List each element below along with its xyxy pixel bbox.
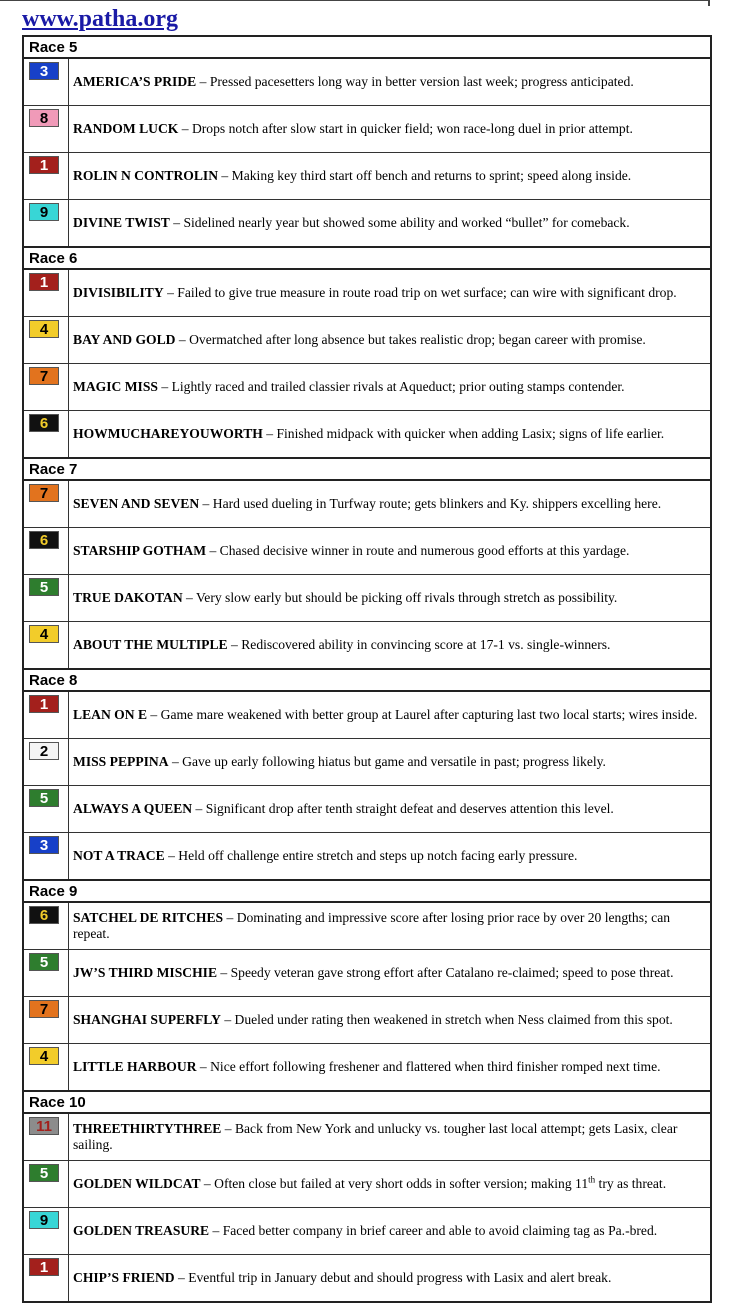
horse-name: GOLDEN WILDCAT: [73, 1176, 201, 1191]
entry-comment-cell: [69, 317, 712, 364]
entry-row: [23, 575, 711, 622]
horse-name: SHANGHAI SUPERFLY: [73, 1012, 221, 1027]
race-title: Race 6: [23, 247, 711, 269]
entry-row: [23, 364, 711, 411]
handicapper-comment: – Sidelined nearly year but showed some ability and worked “bullet” for comeback.: [169, 215, 630, 230]
horse-name: GOLDEN TREASURE: [73, 1223, 210, 1238]
entry-row: [23, 950, 711, 997]
handicapper-comment: – Pressed pacesetters long way in better version last week; progress anticipated.: [196, 74, 634, 89]
post-position-cell: [23, 528, 69, 575]
post-position-badge: 2: [29, 742, 59, 760]
post-position-cell: [23, 480, 69, 528]
handicapper-comment: – Faced better company in brief career and able to avoid claiming tag as Pa.-bred.: [209, 1223, 658, 1238]
handicapper-comment: – Rediscovered ability in convincing score at 17-1 vs. single-winners.: [227, 637, 611, 652]
handicapper-comment: – Very slow early but should be picking off rivals through stretch as possibility.: [182, 590, 618, 605]
entry-comment-cell: [69, 833, 712, 881]
handicapper-comment-continued: try as threat.: [595, 1176, 667, 1191]
horse-name: DIVISIBILITY: [73, 285, 164, 300]
handicapper-comment: – Held off challenge entire stretch and steps up notch facing early pressure.: [164, 848, 578, 863]
entry-row: [23, 106, 711, 153]
entry-comment-cell: [69, 902, 712, 950]
horse-name: TRUE DAKOTAN: [73, 590, 183, 605]
post-position-badge: 11: [29, 1117, 59, 1135]
entry-comment-cell: [69, 480, 712, 528]
entry-row: [23, 1161, 711, 1208]
handicapper-comment: – Chased decisive winner in route and numerous good efforts at this yardage.: [206, 543, 630, 558]
post-position-cell: [23, 833, 69, 881]
entry-comment-cell: [69, 364, 712, 411]
post-position-cell: [23, 1208, 69, 1255]
entry-row: [23, 528, 711, 575]
entry-comment-cell: [69, 528, 712, 575]
post-position-cell: [23, 58, 69, 106]
post-position-badge: 4: [29, 625, 59, 643]
entry-row: [23, 269, 711, 317]
post-position-badge: 3: [29, 836, 59, 854]
race-title: Race 7: [23, 458, 711, 480]
handicapper-comment: – Eventful trip in January debut and should progress with Lasix and alert break.: [174, 1270, 612, 1285]
race-title: Race 9: [23, 880, 711, 902]
horse-name: LITTLE HARBOUR: [73, 1059, 197, 1074]
post-position-badge: 1: [29, 1258, 59, 1276]
handicapper-comment: – Nice effort following freshener and flattered when third finisher romped next time.: [196, 1059, 661, 1074]
post-position-cell: [23, 1044, 69, 1092]
post-position-cell: [23, 575, 69, 622]
horse-name: MISS PEPPINA: [73, 754, 169, 769]
race-header-row: [23, 458, 711, 480]
post-position-cell: [23, 106, 69, 153]
handicapper-comment: – Drops notch after slow start in quicker field; won race-long duel in prior attempt.: [178, 121, 633, 136]
site-link[interactable]: www.patha.org: [22, 6, 179, 32]
entry-comment-cell: [69, 1208, 712, 1255]
horse-name: LEAN ON E: [73, 707, 148, 722]
entry-comment-cell: [69, 1044, 712, 1092]
selections-table: [22, 35, 712, 1303]
entry-row: [23, 902, 711, 950]
horse-name: CHIP’S FRIEND: [73, 1270, 175, 1285]
race-header-row: [23, 669, 711, 691]
entry-row: [23, 317, 711, 364]
entry-comment-cell: [69, 58, 712, 106]
post-position-badge: 9: [29, 203, 59, 221]
handicapper-comment: – Speedy veteran gave strong effort after Catalano re-claimed; speed to pose threat.: [217, 965, 674, 980]
post-position-badge: 7: [29, 484, 59, 502]
handicapper-comment: – Hard used dueling in Turfway route; gets blinkers and Ky. shippers excelling here.: [199, 496, 662, 511]
horse-name: DIVINE TWIST: [73, 215, 170, 230]
entry-comment-cell: [69, 1255, 712, 1303]
handicapper-comment: – Dominating and impressive score after losing prior race by over 20 lengths; can repeat.: [73, 910, 671, 941]
handicapper-comment: – Dueled under rating then weakened in stretch when Ness claimed from this spot.: [220, 1012, 673, 1027]
entry-row: [23, 153, 711, 200]
horse-name: RANDOM LUCK: [73, 121, 179, 136]
entry-comment-cell: [69, 950, 712, 997]
handicapper-comment: – Making key third start off bench and returns to sprint; speed along inside.: [218, 168, 632, 183]
ordinal-suffix: th: [588, 1174, 596, 1185]
horse-name: ROLIN N CONTROLIN: [73, 168, 219, 183]
post-position-cell: [23, 1161, 69, 1208]
post-position-badge: 4: [29, 1047, 59, 1065]
handicapper-comment: – Often close but failed at very short odds in softer version; making 11: [200, 1176, 589, 1191]
entry-row: [23, 739, 711, 786]
post-position-cell: [23, 1255, 69, 1303]
race-header-row: [23, 880, 711, 902]
post-position-badge: 4: [29, 320, 59, 338]
entry-comment-cell: [69, 575, 712, 622]
entry-comment-cell: [69, 1161, 712, 1208]
handicapper-comment: – Game mare weakened with better group at Laurel after capturing last two local starts; wires inside.: [147, 707, 698, 722]
entry-row: [23, 833, 711, 881]
handicapper-comment: – Failed to give true measure in route road trip on wet surface; can wire with significant drop.: [163, 285, 677, 300]
handicapper-comment: – Overmatched after long absence but takes realistic drop; began career with promise.: [175, 332, 646, 347]
entry-row: [23, 786, 711, 833]
race-header-row: [23, 36, 711, 58]
horse-name: THREETHIRTYTHREE: [73, 1121, 222, 1136]
race-title: Race 8: [23, 669, 711, 691]
horse-name: HOWMUCHAREYOUWORTH: [73, 426, 263, 441]
entry-comment-cell: [69, 786, 712, 833]
post-position-cell: [23, 691, 69, 739]
horse-name: JW’S THIRD MISCHIE: [73, 965, 218, 980]
post-position-badge: 7: [29, 1000, 59, 1018]
horse-name: NOT A TRACE: [73, 848, 165, 863]
post-position-badge: 1: [29, 273, 59, 291]
top-divider-edge: [708, 0, 710, 6]
entry-row: [23, 997, 711, 1044]
post-position-cell: [23, 200, 69, 248]
post-position-cell: [23, 997, 69, 1044]
horse-name: SEVEN AND SEVEN: [73, 496, 200, 511]
post-position-badge: 3: [29, 62, 59, 80]
handicapper-comment: – Gave up early following hiatus but game and versatile in past; progress likely.: [168, 754, 606, 769]
post-position-cell: [23, 1113, 69, 1161]
post-position-cell: [23, 739, 69, 786]
post-position-badge: 1: [29, 156, 59, 174]
race-title: Race 5: [23, 36, 711, 58]
race-title: Race 10: [23, 1091, 711, 1113]
race-header-row: [23, 247, 711, 269]
post-position-cell: [23, 786, 69, 833]
post-position-cell: [23, 269, 69, 317]
handicapper-comment: – Finished midpack with quicker when adding Lasix; signs of life earlier.: [262, 426, 665, 441]
selections-table-body: [23, 36, 711, 1302]
post-position-cell: [23, 622, 69, 670]
handicapper-comment: – Significant drop after tenth straight defeat and deserves attention this level.: [192, 801, 614, 816]
entry-comment-cell: [69, 1113, 712, 1161]
entry-row: [23, 58, 711, 106]
post-position-badge: 8: [29, 109, 59, 127]
handicapper-comment: – Back from New York and unlucky vs. tougher last local attempt; gets Lasix, clear sailing.: [73, 1121, 678, 1152]
entry-comment-cell: [69, 691, 712, 739]
post-position-badge: 5: [29, 1164, 59, 1182]
entry-row: [23, 480, 711, 528]
horse-name: MAGIC MISS: [73, 379, 158, 394]
post-position-badge: 1: [29, 695, 59, 713]
post-position-badge: 5: [29, 953, 59, 971]
horse-name: SATCHEL DE RITCHES: [73, 910, 224, 925]
horse-name: BAY AND GOLD: [73, 332, 176, 347]
entry-comment-cell: [69, 739, 712, 786]
post-position-badge: 7: [29, 367, 59, 385]
post-position-cell: [23, 950, 69, 997]
entry-row: [23, 200, 711, 248]
entry-comment-cell: [69, 411, 712, 459]
post-position-cell: [23, 364, 69, 411]
post-position-cell: [23, 153, 69, 200]
post-position-cell: [23, 902, 69, 950]
entry-comment-cell: [69, 997, 712, 1044]
handicapper-comment: – Lightly raced and trailed classier rivals at Aqueduct; prior outing stamps contender.: [157, 379, 625, 394]
entry-row: [23, 1255, 711, 1303]
post-position-cell: [23, 411, 69, 459]
horse-name: AMERICA’S PRIDE: [73, 74, 197, 89]
entry-row: [23, 622, 711, 670]
post-position-cell: [23, 317, 69, 364]
entry-row: [23, 1208, 711, 1255]
entry-comment-cell: [69, 622, 712, 670]
entry-comment-cell: [69, 200, 712, 248]
entry-row: [23, 1044, 711, 1092]
post-position-badge: 6: [29, 414, 59, 432]
race-header-row: [23, 1091, 711, 1113]
horse-name: STARSHIP GOTHAM: [73, 543, 207, 558]
entry-row: [23, 1113, 711, 1161]
post-position-badge: 6: [29, 531, 59, 549]
post-position-badge: 6: [29, 906, 59, 924]
entry-comment-cell: [69, 106, 712, 153]
entry-comment-cell: [69, 153, 712, 200]
post-position-badge: 5: [29, 789, 59, 807]
horse-name: ABOUT THE MULTIPLE: [73, 637, 228, 652]
horse-name: ALWAYS A QUEEN: [73, 801, 193, 816]
entry-comment-cell: [69, 269, 712, 317]
entry-row: [23, 411, 711, 459]
entry-row: [23, 691, 711, 739]
post-position-badge: 9: [29, 1211, 59, 1229]
post-position-badge: 5: [29, 578, 59, 596]
